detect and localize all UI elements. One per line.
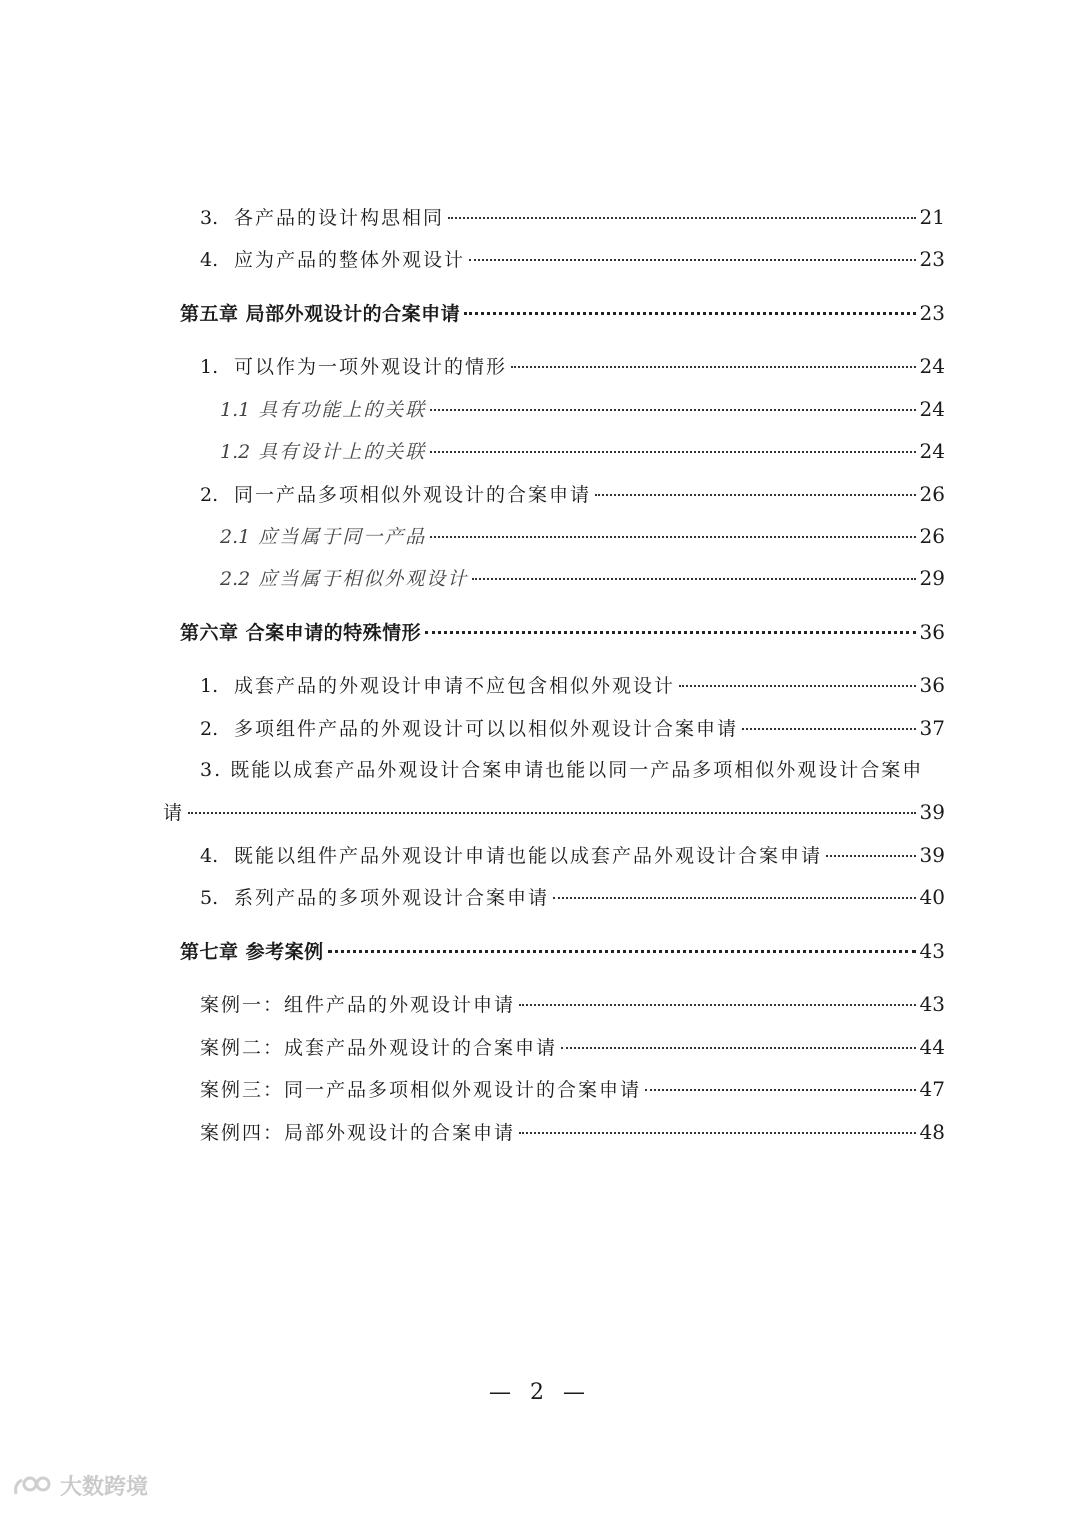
toc-leader-dots: [645, 1089, 916, 1091]
toc-leader-dots: [188, 812, 916, 814]
toc-page-number: 43: [919, 939, 945, 963]
toc-page-number: 24: [919, 397, 945, 421]
toc-leader-dots: [519, 1132, 916, 1134]
page-number-footer: — 2 —: [489, 1380, 591, 1405]
toc-page-number: 48: [919, 1120, 945, 1144]
toc-entry-title: 5. 系列产品的多项外观设计合案申请: [200, 887, 550, 909]
toc-case-entry[interactable]: [200, 1076, 945, 1103]
watermark: [12, 1470, 148, 1501]
toc-entry[interactable]: [200, 353, 945, 380]
toc-leader-dots: [511, 366, 916, 368]
toc-subentry[interactable]: [220, 438, 945, 465]
toc-leader-dots: [328, 950, 916, 953]
toc-entry-title: 案例二：成套产品外观设计的合案申请: [200, 1037, 558, 1059]
toc-page-number: 43: [919, 992, 945, 1016]
toc-entry-title: 1. 可以作为一项外观设计的情形: [200, 356, 508, 378]
toc-subentry[interactable]: [220, 396, 945, 423]
toc-leader-dots: [553, 897, 916, 899]
toc-subentry[interactable]: [220, 565, 945, 592]
toc-leader-dots: [561, 1047, 916, 1049]
toc-entry-number: 1.1: [220, 399, 251, 421]
toc-entry-number: 5.: [200, 887, 219, 909]
toc-entry[interactable]: [200, 884, 945, 911]
toc-leader-dots: [519, 1004, 916, 1006]
toc-page-number: 24: [919, 439, 945, 463]
toc-entry-number: 4.: [200, 249, 219, 271]
toc-entry-title-line2: 请: [163, 802, 185, 824]
toc-entry[interactable]: [200, 246, 945, 273]
toc-subentry[interactable]: [220, 523, 945, 550]
toc-page-number: 23: [919, 301, 945, 325]
toc-leader-dots: [595, 494, 916, 496]
toc-page-number: 39: [919, 843, 945, 867]
toc-case-entry[interactable]: [200, 1119, 945, 1146]
toc-leader-dots: [742, 728, 916, 730]
toc-page-number: 36: [919, 673, 945, 697]
watermark-text: 大数跨境: [60, 1475, 149, 1500]
toc-page-number: 26: [919, 524, 945, 548]
toc-leader-dots: [472, 578, 916, 580]
toc-leader-dots: [826, 855, 916, 857]
toc-chapter-title: 第七章 参考案例: [180, 941, 324, 963]
toc-page-number: 40: [919, 885, 945, 909]
toc-entry-title: 案例四：局部外观设计的合案申请: [200, 1122, 516, 1144]
toc-entry-number: 3.: [200, 207, 219, 229]
toc-entry-number: 2.: [200, 718, 219, 740]
toc-page-number: 21: [919, 205, 945, 229]
toc-entry[interactable]: [200, 481, 945, 508]
toc-entry-number: 3.: [200, 759, 223, 781]
toc-entry[interactable]: [200, 842, 945, 869]
toc-chapter-entry[interactable]: [180, 938, 945, 965]
toc-entry-title-line1[interactable]: 3. 既能以成套产品外观设计合案申请也能以同一产品多项相似外观设计合案申: [200, 759, 924, 781]
toc-page-number: 26: [919, 482, 945, 506]
toc-entry-continuation[interactable]: [163, 799, 945, 826]
toc-entry-number: 1.2: [220, 441, 251, 463]
toc-page-number: 47: [919, 1077, 945, 1101]
toc-chapter-title: 第六章 合案申请的特殊情形: [180, 622, 422, 644]
toc-page-number: 39: [919, 800, 945, 824]
toc-entry-number: 2.1: [220, 526, 251, 548]
toc-entry[interactable]: [200, 672, 945, 699]
toc-entry-number: 1.: [200, 356, 219, 378]
toc-entry-title: 1.1 具有功能上的关联: [220, 399, 427, 421]
toc-leader-dots: [430, 536, 916, 538]
toc-page-number: 29: [919, 566, 945, 590]
toc-page-number: 36: [919, 620, 945, 644]
toc-leader-dots: [430, 409, 916, 411]
toc-entry-title: 案例一：组件产品的外观设计申请: [200, 994, 516, 1016]
toc-entry[interactable]: [200, 715, 945, 742]
toc-leader-dots: [469, 259, 916, 261]
toc-entry-title: 4. 既能以组件产品外观设计申请也能以成套产品外观设计合案申请: [200, 845, 823, 867]
toc-leader-dots: [430, 451, 916, 453]
toc-entry-number: 2.: [200, 484, 219, 506]
toc-entry-title: 1.2 具有设计上的关联: [220, 441, 427, 463]
toc-entry-title: 2. 同一产品多项相似外观设计的合案申请: [200, 484, 592, 506]
toc-case-entry[interactable]: [200, 1034, 945, 1061]
toc-entry-title: 2. 多项组件产品的外观设计可以以相似外观设计合案申请: [200, 718, 739, 740]
toc-entry-number: 2.2: [220, 568, 251, 590]
toc-entry-title: 案例三：同一产品多项相似外观设计的合案申请: [200, 1079, 642, 1101]
toc-chapter-entry[interactable]: [180, 300, 945, 327]
toc-case-entry[interactable]: [200, 991, 945, 1018]
toc-chapter-title: 第五章 局部外观设计的合案申请: [180, 303, 461, 325]
toc-entry-title: 3. 各产品的设计构思相同: [200, 207, 445, 229]
toc-entry-title: 2.2 应当属于相似外观设计: [220, 568, 469, 590]
toc-entry[interactable]: [200, 204, 945, 231]
toc-entry-number: 1.: [200, 675, 219, 697]
toc-leader-dots: [464, 312, 916, 315]
toc-page-number: 44: [919, 1035, 945, 1059]
toc-page-number: 37: [919, 716, 945, 740]
watermark-logo-icon: [12, 1472, 54, 1500]
toc-entry-title: 2.1 应当属于同一产品: [220, 526, 427, 548]
toc-leader-dots: [425, 631, 916, 634]
toc-entry-title: 4. 应为产品的整体外观设计: [200, 249, 466, 271]
toc-entry-title: 1. 成套产品的外观设计申请不应包含相似外观设计: [200, 675, 676, 697]
toc-page-number: 24: [919, 354, 945, 378]
toc-page-number: 23: [919, 247, 945, 271]
toc-leader-dots: [448, 217, 916, 219]
toc-chapter-entry[interactable]: [180, 619, 945, 646]
toc-entry-number: 4.: [200, 845, 219, 867]
toc-leader-dots: [679, 685, 916, 687]
